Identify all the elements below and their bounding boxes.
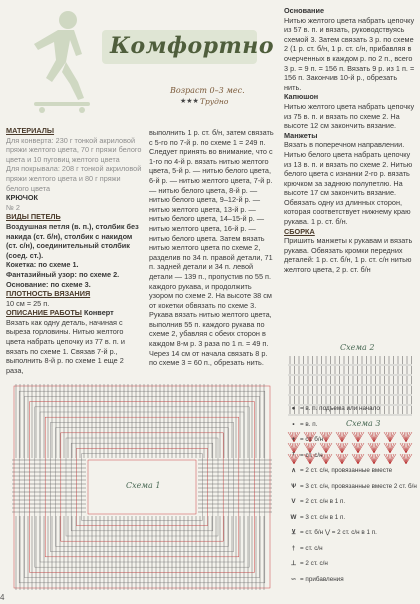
schema-1-diagram — [8, 380, 276, 594]
difficulty-label: Трудно — [200, 97, 229, 106]
cuffs-instructions: Вязать в поперечном направлении. Нитью белого цвета набрать цепочку из 13 в. п. и вязать по схеме 2. Нитью белого цвета с изнанки 2-го р. вязать крючком за заднюю полупетлю. На высоте 17 см закончить вязание. Обвязать одну из длинных сторон, которая соответствует нижнему краю рукава. 1 р. ст. б/н. — [284, 140, 413, 227]
skater-icon — [12, 6, 104, 116]
legend-symbol: V — [291, 498, 296, 505]
assembly-instructions: Пришить манжеты к рукавам и вязать рукава. Обвязать кромки передних деталей: 1 р. ст. б/н, 1 р. ст. с/н нитью желтого цвета, 2 р. ст. б/н — [284, 236, 413, 275]
instructions-text: выполнить 1 р. ст. б/н, затем связать с 5-го по 7-й р. по схеме 1 = 249 п. Следует принять во внимание, что с 1-го по 4-й р. вязать нитью желтого цвета, 5-й р. — нитью белого цвета, 6-й р. — нитью желтого цвета, 7-й р. — нитью белого цвета, 8-й р. — нитью белого цвета, 9–12-й р. — нитью желтого цвета, 13-й р. — нитью белого цвета, 14–15-й р. — нитью желтого цвета, 16-й р. — нитью белого цвета. Затем вязать нитью желтого цвета по схеме 2, разделив по 34 п. правой детали, 71 п. задней детали и 34 п. левой детали — 139 п., пропустив по 55 п. каждого рукава, и продолжить узором по схеме 2. На высоте 38 см от кокетки обвязать по схеме 3. Рукава вязать нитью желтого цвета, выполнив 55 п. каждого рукава по схеме 2, убавляя с обеих сторон в каждом 8-м р. 3 раза по 1 п. = 49 п. Через 14 см от начала связать 8 р. по схеме 3 = 60 п., обрезать нить. — [149, 128, 274, 368]
legend-symbol: ● — [291, 405, 296, 412]
schema-3-label: Схема 3 — [346, 419, 381, 428]
legend-text: = 3 ст. с/н в 1 п. — [300, 513, 346, 521]
fancy-pattern-text: Фантазийный узор: по схеме 2. — [6, 269, 120, 279]
hood-instructions: Нитью желтого цвета набрать цепочку из 75 в. п. и вязать по схеме 2. На высоте 12 см закончить вязание. — [284, 101, 415, 131]
difficulty-stars: ★★★ — [180, 98, 199, 105]
legend-text: = в. п. — [300, 420, 318, 428]
legend-symbol: Ѱ — [290, 482, 297, 490]
legend-text: = 3 ст. с/н, провязанные вместе 2 ст. б/н — [300, 482, 417, 490]
page-number: 4 — [0, 593, 5, 602]
description-heading: ОПИСАНИЕ РАБОТЫ — [6, 308, 82, 318]
loops-heading: ВИДЫ ПЕТЕЛЬ — [6, 212, 61, 222]
density-text: 10 см = 25 п. — [6, 298, 50, 308]
legend-symbol: ∧ — [291, 467, 296, 474]
schema-2-label: Схема 2 — [340, 343, 375, 352]
legend-text: = 2 ст. с/н — [300, 560, 328, 567]
legend-symbol: • — [292, 420, 295, 428]
hood-heading: Капюшон — [284, 92, 319, 102]
text-column-3 — [284, 6, 416, 275]
legend-row — [287, 575, 417, 585]
legend-text: = ст. б/н ⋁ = 2 ст. с/н в 1 п. — [300, 529, 377, 536]
description-subheading: Конверт — [83, 308, 114, 318]
legend-text: = в. п. подъема или начало — [300, 405, 380, 412]
legend-row — [287, 528, 417, 538]
schema-1-label: Схема 1 — [126, 481, 161, 490]
base-text: Основание: по схеме 3. — [6, 279, 91, 289]
legend-symbol: + — [291, 436, 296, 443]
page-title: Комфортно — [110, 33, 274, 59]
base-heading: Основание — [284, 6, 324, 15]
legend-row — [287, 451, 417, 461]
legend-text: = 2 ст. с/н, провязанные вместе — [300, 467, 393, 474]
loops-text: Воздушная петля (в. п.), столбик без накида (ст. б/н), столбик с накидом (ст. с/н), соединительный столбик (соед. ст.). — [6, 221, 139, 260]
hook-value: № 2 — [6, 202, 20, 212]
cuffs-heading: Манжеты — [284, 130, 318, 140]
legend-text: = ст. с/н — [300, 451, 323, 459]
legend-row — [287, 544, 417, 554]
materials-text: Для конверта: 230 г тонкой акриловой пряжи желтого цвета, 70 г пряжи белого цвета и 10 пуговиц желтого цвета — [6, 135, 142, 164]
legend-row — [287, 420, 417, 430]
legend-symbol: ∽ — [290, 575, 297, 583]
legend-row — [287, 466, 417, 476]
legend-symbol: W — [290, 513, 297, 521]
legend-row — [287, 482, 417, 492]
legend-symbol: ᵀ — [292, 451, 295, 459]
koketka-text: Кокетка: по схеме 1. — [6, 260, 79, 270]
legend-row — [287, 497, 417, 507]
materials-heading: МАТЕРИАЛЫ — [6, 126, 55, 135]
legend-row — [287, 404, 417, 414]
legend-symbol: ⊻ — [291, 529, 296, 536]
age-label: Возраст 0–3 мес. — [170, 86, 245, 95]
legend-text: = ст. с/н — [300, 544, 323, 552]
legend-row — [287, 559, 417, 569]
text-column-2 — [149, 128, 277, 368]
legend-text: = ст. б/н — [300, 436, 324, 443]
legend-text: = прибавления — [300, 575, 344, 583]
legend-symbol: ⊥ — [290, 560, 297, 567]
density-heading: ПЛОТНОСТЬ ВЯЗАНИЯ — [6, 289, 91, 299]
assembly-heading: СБОРКА — [284, 226, 315, 236]
blanket-text: Для покрывала: 208 г тонкой акриловой пряжи желтого цвета и 80 г пряжи белого цвета — [6, 164, 142, 193]
legend-row — [287, 435, 417, 445]
hook-label: КРЮЧОК — [6, 193, 39, 203]
base-instructions: Нитью желтого цвета набрать цепочку из 57 в. п. и вязать, руководствуясь схемой 3. Затем связать 3 р. по схеме 2 (1 р. ст. б/н, 1 р. ст. с/н, прибавляя в очерченных в каждом р. по 2 п., всего 3 р. = 9 п. = 156 п. Вязать 9 р. из 1 п. = 156 п. Закончив 10-й р., обрезать нить. — [284, 15, 415, 92]
legend-symbol: † — [291, 544, 296, 552]
legend-text: = 2 ст. с/н в 1 п. — [300, 498, 346, 505]
legend-row — [287, 513, 417, 523]
description-text: Вязать как одну деталь, начиная с выреза горловины. Нитью желтого цвета набрать цепочку из 77 в. п. и вязать по схеме 1. Связав 7-й р., выполнить 8-й р. по схеме 1 еще 2 раза, — [6, 317, 125, 375]
text-column-1 — [6, 126, 142, 375]
symbol-legend — [287, 400, 417, 600]
